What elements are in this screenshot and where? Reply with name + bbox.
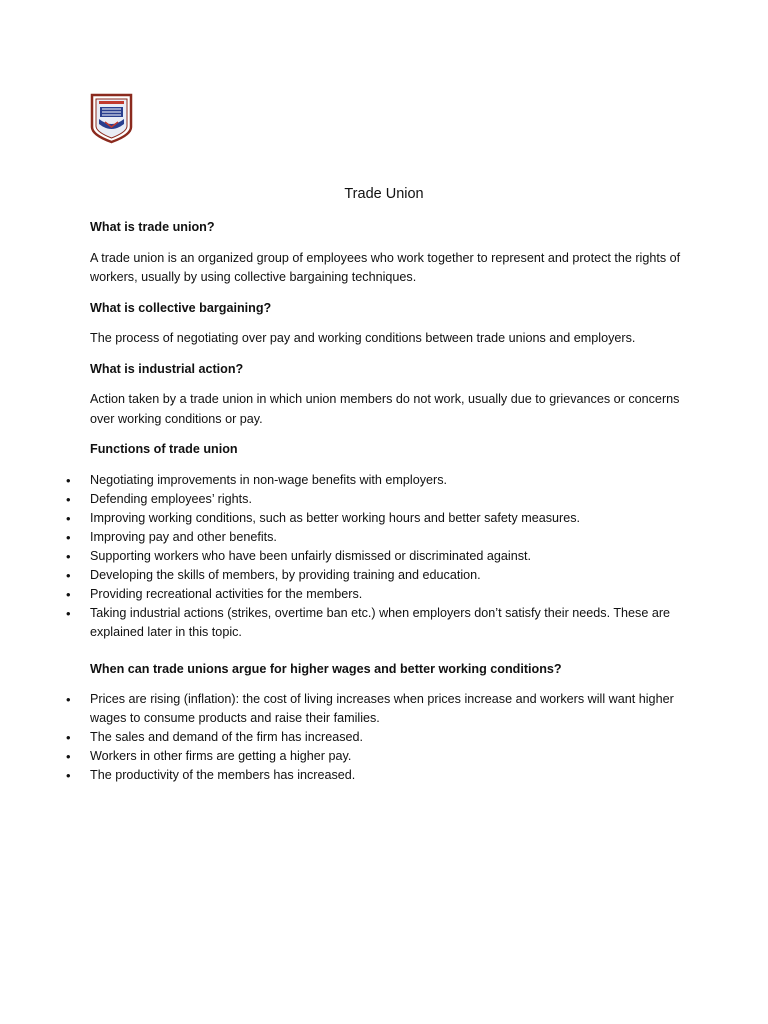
wages-list	[90, 690, 690, 785]
list-item: • Taking industrial actions (strikes, overtime ban etc.) when employers don’t satisfy their needs. These are explained later in this topic.	[90, 604, 690, 642]
question-heading: What is trade union?	[90, 220, 215, 234]
answer-paragraph: Action taken by a trade union in which union members do not work, usually due to grievances or concerns over working conditions or pay.	[90, 392, 680, 426]
list-item: • Providing recreational activities for the members.	[90, 585, 690, 604]
list-item: • Supporting workers who have been unfairly dismissed or discriminated against.	[90, 547, 690, 566]
list-item: • Developing the skills of members, by providing training and education.	[90, 566, 690, 585]
question-heading: What is industrial action?	[90, 361, 244, 376]
list-item: • Negotiating improvements in non-wage benefits with employers.	[90, 471, 690, 490]
document-body	[90, 218, 690, 796]
answer-paragraph: A trade union is an organized group of employees who work together to represent and protect the rights of workers, usually by using collective bargaining techniques.	[90, 250, 681, 284]
list-item: • The sales and demand of the firm has increased.	[90, 728, 690, 747]
crest-logo-icon	[90, 93, 133, 144]
list-item: • Workers in other firms are getting a higher pay.	[90, 747, 690, 766]
list-item: • The productivity of the members has increased.	[90, 766, 690, 785]
document-title: Trade Union	[344, 186, 424, 202]
list-item: • Improving working conditions, such as better working hours and better safety measures.	[90, 509, 690, 528]
list-item: • Improving pay and other benefits.	[90, 528, 690, 547]
functions-list	[90, 471, 690, 642]
list-item: • Prices are rising (inflation): the cost of living increases when prices increase and workers will want higher wages to consume products and raise their families.	[90, 690, 690, 728]
functions-heading: Functions of trade union	[90, 442, 238, 456]
wages-heading: When can trade unions argue for higher wages and better working conditions?	[90, 661, 562, 676]
question-heading: What is collective bargaining?	[90, 300, 272, 315]
list-item: • Defending employees’ rights.	[90, 490, 690, 509]
answer-paragraph: The process of negotiating over pay and working conditions between trade unions and employers.	[90, 331, 636, 345]
